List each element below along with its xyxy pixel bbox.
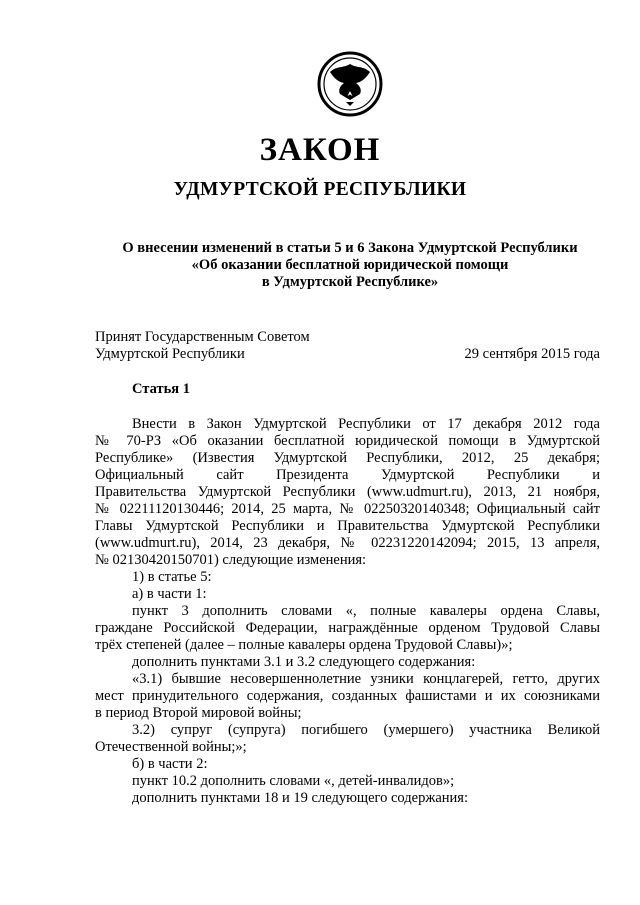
heading-line: О внесении изменений в статьи 5 и 6 Закона Удмуртской Республики	[122, 240, 578, 256]
text-line: в период Второй мировой войны;	[95, 705, 302, 721]
text-line: пункт 10.2 дополнить словами «, детей-инвалидов»;	[132, 773, 455, 789]
text-line: 1) в статье 5:	[132, 569, 212, 585]
adoption-line: Принят Государственным Советом	[95, 329, 310, 345]
adoption-row	[95, 346, 600, 363]
text-line: а) в части 1:	[132, 586, 207, 602]
adoption-date: 29 сентября 2015 года	[464, 346, 600, 362]
text-line: б) в части 2:	[132, 756, 208, 772]
text-line: 3.2) супруг (супруга) погибшего (умершего) участника Великой	[132, 722, 600, 738]
text-line: № 02130420150701) следующие изменения:	[95, 552, 367, 568]
coat-of-arms-emblem	[316, 50, 384, 118]
document-title: ЗАКОН	[259, 132, 381, 168]
text-line: дополнить пунктами 3.1 и 3.2 следующего содержания:	[132, 654, 476, 670]
adoption-line: Удмуртской Республики	[95, 346, 245, 362]
article-body	[95, 416, 600, 807]
text-line: (www.udmurt.ru), 2014, 23 декабря, № 02231220142094; 2015, 13 апреля,	[95, 535, 600, 551]
text-line: дополнить пунктами 18 и 19 следующего содержания:	[132, 790, 468, 806]
text-line: пункт 3 дополнить словами «, полные кавалеры ордена Славы,	[132, 603, 600, 619]
text-line: № 70-РЗ «Об оказании бесплатной юридической помощи в Удмуртской	[95, 433, 600, 449]
text-line: Отечественной войны;»;	[95, 739, 247, 755]
text-line: Правительства Удмуртской Республики (www.udmurt.ru), 2013, 21 ноября,	[95, 484, 600, 500]
text-line: Внести в Закон Удмуртской Республики от 17 декабря 2012 года	[132, 416, 600, 432]
text-line: «3.1) бывшие несовершеннолетние узники концлагерей, гетто, других	[132, 671, 600, 687]
text-line: Официальный сайт Президента Удмуртской Республики и	[95, 467, 600, 483]
adoption-block	[95, 329, 600, 363]
text-line: Республике» (Известия Удмуртской Республики, 2012, 25 декабря;	[95, 450, 600, 466]
text-line: граждане Российской Федерации, награждённые орденом Трудовой Славы	[95, 620, 600, 636]
text-line: трёх степеней (далее – полные кавалеры ордена Трудовой Славы)»;	[95, 637, 513, 653]
law-heading	[60, 240, 640, 291]
text-line: Главы Удмуртской Республики и Правительства Удмуртской Республики	[95, 518, 600, 534]
text-line: № 02211120130446; 2014, 25 марта, № 02250320140348; Официальный сайт	[95, 501, 600, 517]
article-title: Статья 1	[132, 381, 190, 397]
text-line: мест принудительного содержания, созданных фашистами и их союзниками	[95, 688, 600, 704]
document-subtitle: УДМУРТСКОЙ РЕСПУБЛИКИ	[173, 179, 467, 200]
heading-line: «Об оказании бесплатной юридической помощи	[191, 257, 509, 273]
heading-line: в Удмуртской Республике»	[261, 274, 439, 290]
